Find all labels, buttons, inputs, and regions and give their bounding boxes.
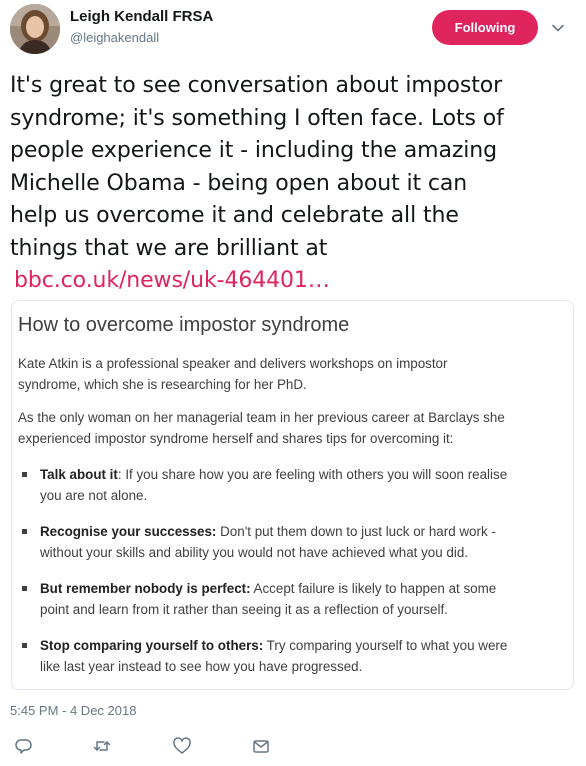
tweet-text-line: syndrome; it's something I often face. Lots of [10, 105, 504, 131]
retweet-icon[interactable] [92, 736, 112, 756]
tip-text: without your skills and ability you would not have achieved what you did. [40, 545, 469, 560]
card-intro-line: Kate Atkin is a professional speaker and delivers workshops on impostor [18, 356, 448, 371]
tip-text: you are not alone. [40, 488, 148, 503]
heart-icon[interactable] [172, 736, 192, 756]
tip-heading: But remember nobody is perfect: [40, 581, 251, 596]
tip-item [18, 635, 563, 677]
card-context [18, 407, 563, 449]
bullet-icon [22, 643, 27, 648]
author-name[interactable]: Leigh Kendall FRSA [70, 8, 214, 25]
tip-heading: Stop comparing yourself to others: [40, 638, 264, 653]
tweet-text-line: Michelle Obama - being open about it can [10, 170, 468, 196]
embedded-image[interactable] [11, 300, 574, 690]
author-handle[interactable]: @leighakendall [70, 30, 160, 45]
tip-text: Don't put them down to just luck or hard work - [216, 524, 496, 539]
tip-item [18, 578, 563, 620]
card-context-line: As the only woman on her managerial team in her previous career at Barclays she [18, 410, 505, 425]
avatar[interactable] [10, 4, 60, 54]
tip-text: like last year instead to see how you have progressed. [40, 659, 363, 674]
tweet-text-line: help us overcome it and celebrate all the [10, 203, 459, 228]
tweet-link[interactable]: bbc.co.uk/news/uk-464401… [14, 268, 330, 293]
tip-heading: Talk about it [40, 467, 118, 482]
bullet-icon [22, 586, 27, 591]
card-intro-line: syndrome, which she is researching for her PhD. [18, 377, 307, 392]
tip-text: Accept failure is likely to happen at some [250, 581, 497, 596]
tip-item [18, 521, 563, 563]
reply-icon[interactable] [14, 736, 34, 756]
envelope-icon[interactable] [251, 736, 271, 756]
tweet-text-line: people experience it - including the amazing [10, 138, 498, 163]
card-context-line: experienced impostor syndrome herself and shares tips for overcoming it: [18, 431, 454, 446]
card-title: How to overcome impostor syndrome [18, 314, 350, 336]
bullet-icon [22, 472, 27, 477]
tweet-text-line: things that we are brilliant at [10, 235, 328, 261]
tip-text: point and learn from it rather than seeing it as a reflection of yourself. [40, 602, 448, 617]
tweet-text [10, 70, 576, 298]
bullet-icon [22, 529, 27, 534]
tweet-text-line: It's great to see conversation about impostor [10, 73, 503, 98]
following-button[interactable]: Following [432, 10, 538, 45]
tip-text: : If you share how you are feeling with others you will soon realise [117, 467, 508, 482]
card-intro [18, 353, 563, 395]
tip-text: Try comparing yourself to what you were [263, 638, 508, 653]
tweet-timestamp[interactable]: 5:45 PM - 4 Dec 2018 [10, 703, 137, 718]
tip-item [18, 464, 563, 506]
tip-heading: Recognise your successes: [40, 524, 217, 539]
chevron-down-icon[interactable] [550, 20, 566, 36]
